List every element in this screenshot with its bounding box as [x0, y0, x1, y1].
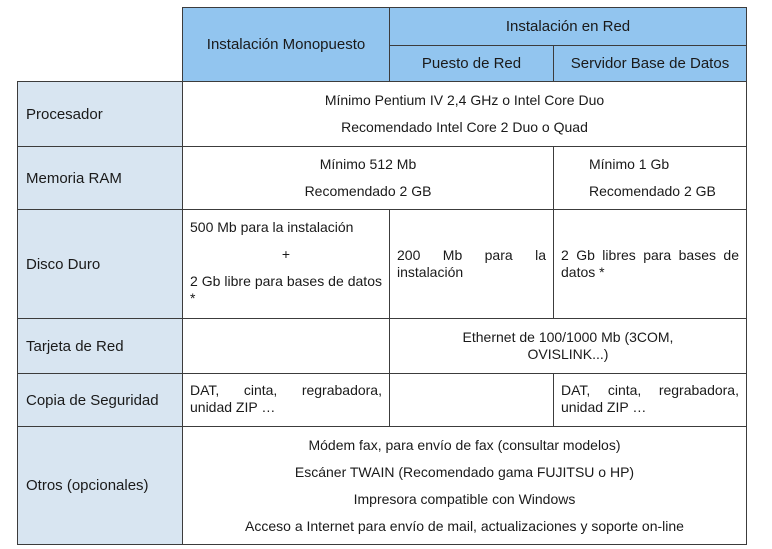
value-line: Acceso a Internet para envío de mail, actualizaciones y soporte on-line — [245, 517, 684, 534]
value-text: DAT, cinta, regrabadora, unidad ZIP … — [190, 382, 382, 415]
row-label-text: Otros (opcionales) — [26, 477, 149, 494]
header-red-group — [389, 7, 747, 46]
header-monopuesto — [182, 7, 390, 82]
row-label-otros — [17, 426, 183, 545]
copia-servidor-value — [553, 373, 747, 427]
header-puesto-red — [389, 45, 554, 82]
copia-mono-value — [182, 373, 390, 427]
value-line: Módem fax, para envío de fax (consultar modelos) — [308, 436, 621, 453]
value-line: OVISLINK...) — [527, 346, 609, 362]
value-line: Recomendado 2 GB — [304, 183, 432, 199]
value-line: 2 Gb libre para bases de datos * — [190, 273, 382, 306]
value-line: Mínimo 512 Mb — [319, 156, 417, 172]
row-label-disco — [17, 209, 183, 319]
disco-servidor-value — [553, 209, 747, 319]
row-label-tarjeta — [17, 318, 183, 374]
header-servidor-label: Servidor Base de Datos — [570, 55, 730, 72]
disco-mono-value — [182, 209, 390, 319]
value-line: 500 Mb para la instalación — [190, 219, 354, 235]
header-servidor — [553, 45, 747, 82]
value-text: 2 Gb libres para bases de datos * — [561, 247, 739, 280]
row-label-procesador — [17, 81, 183, 147]
value-line: Ethernet de 100/1000 Mb (3COM, — [462, 329, 674, 345]
tarjeta-red-value — [389, 318, 747, 374]
value-line: Mínimo Pentium IV 2,4 GHz o Intel Core Duo — [324, 92, 605, 108]
header-puesto-red-label: Puesto de Red — [421, 55, 522, 72]
tarjeta-mono-value — [182, 318, 390, 374]
value-line: Escáner TWAIN (Recomendado gama FUJITSU o HP) — [294, 463, 635, 480]
row-label-memoria — [17, 146, 183, 210]
value-line: Recomendado 2 GB — [589, 183, 716, 199]
row-label-text: Tarjeta de Red — [26, 337, 124, 355]
header-monopuesto-label: Instalación Monopuesto — [206, 36, 366, 53]
value-line: + — [281, 246, 291, 262]
value-text: DAT, cinta, regrabadora, unidad ZIP … — [561, 382, 739, 415]
otros-value — [182, 426, 747, 545]
value-line: Recomendado Intel Core 2 Duo o Quad — [341, 119, 588, 135]
row-label-text: Procesador — [26, 105, 103, 123]
procesador-value — [182, 81, 747, 147]
value-line: Mínimo 1 Gb — [589, 156, 670, 172]
memoria-servidor-value — [553, 146, 747, 210]
row-label-copia — [17, 373, 183, 427]
row-label-text: Disco Duro — [26, 255, 101, 273]
row-label-text: Memoria RAM — [26, 169, 122, 187]
value-line: Impresora compatible con Windows — [353, 490, 576, 507]
disco-puesto-value — [389, 209, 554, 319]
copia-puesto-value — [389, 373, 554, 427]
header-red-group-label: Instalación en Red — [505, 18, 631, 35]
memoria-mono-puesto-value — [182, 146, 554, 210]
value-text: 200 Mb para la instalación — [397, 247, 546, 280]
row-label-text: Copia de Seguridad — [26, 391, 159, 409]
